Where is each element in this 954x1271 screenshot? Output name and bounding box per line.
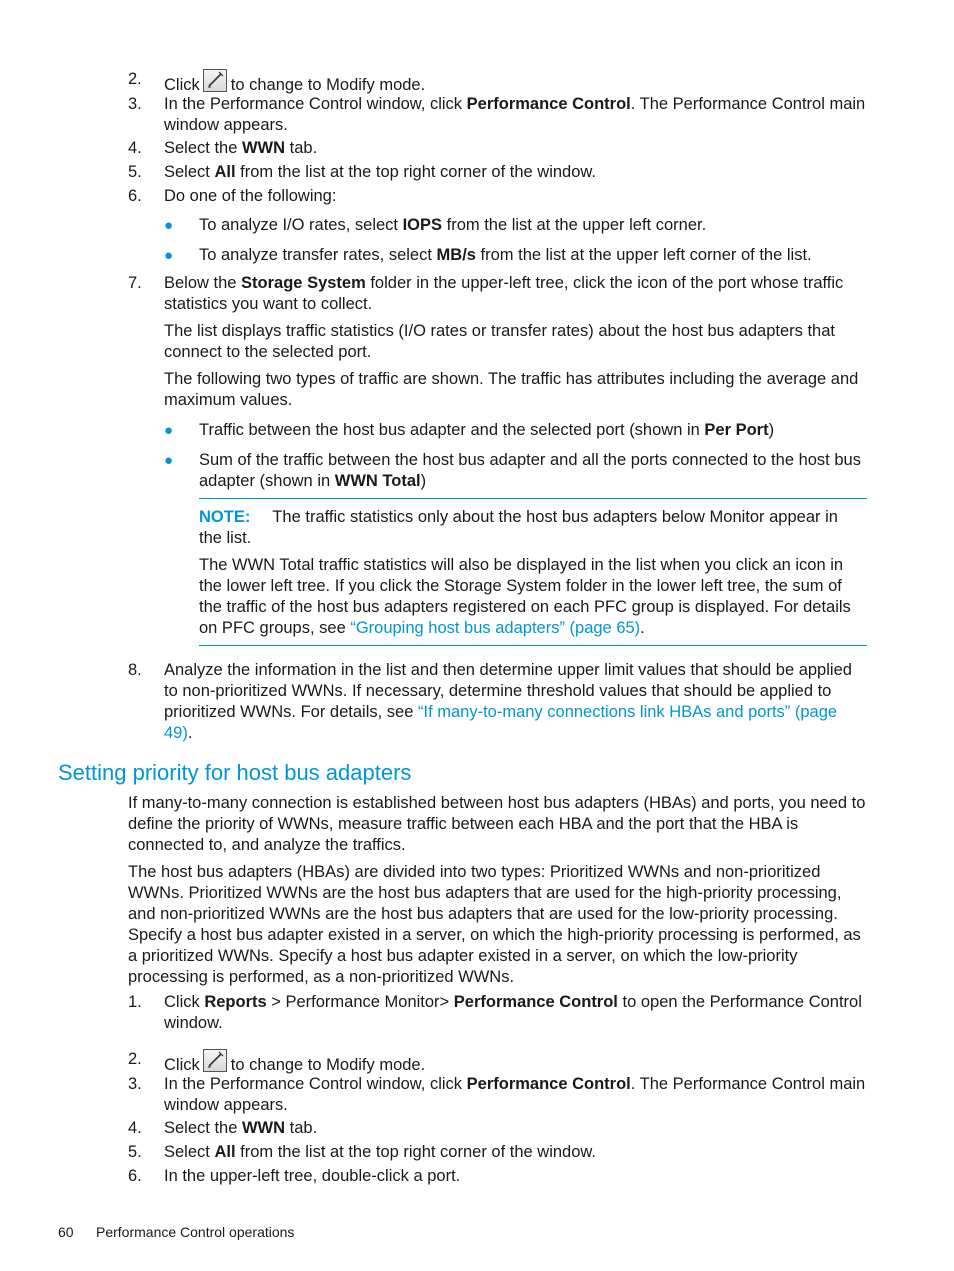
step-text: Analyze the information in the list and then determine upper limit values that should be applied to non-prioritized WWNs. If necessary, determine threshold values that should be applied to prioritized WWNs. For details, see: [164, 661, 852, 721]
step-text: Select the: [164, 139, 242, 157]
step-number: 2.: [128, 70, 142, 88]
note-text: The traffic statistics only about the host bus adapters below Monitor appear in the list.: [199, 508, 838, 547]
modify-mode-pencil-icon: [203, 1049, 227, 1072]
step-text: Click: [164, 76, 200, 94]
section-paragraph-2: The host bus adapters (HBAs) are divided into two types: Prioritized WWNs and non-prioritized WWNs. Prioritized WWNs are the host bus adapters that are used for the high-priority processing, and non-prioritized WWNs are the host bus adapters that are used for the low-priority processing. Specify a host bus adapter existed in a server, on which the high-priority processing is performed, as a prioritized WWNs. Specify a host bus adapter existed in a server, on which the low-priority processing is performed, as a non-prioritized WWNs.: [128, 863, 861, 986]
step-text-end: to open the Performance Control window.: [164, 993, 862, 1032]
step-text-end: . The Performance Control main window appears.: [164, 95, 866, 134]
step-number: 6.: [128, 1167, 142, 1185]
section-paragraph-1: If many-to-many connection is established between host bus adapters (HBAs) and ports, you need to define the priority of WWNs, measure traffic between each HBA and the port that the HBA is connected to, and analyze the traffics.: [128, 794, 866, 854]
ui-term: Performance Control: [453, 993, 618, 1011]
ui-term: Performance Control: [466, 95, 631, 113]
ui-term: All: [214, 163, 236, 181]
grouping-hba-link[interactable]: “Grouping host bus adapters” (page 65): [350, 619, 641, 637]
step-number: 5.: [128, 1143, 142, 1161]
bullet-text-end: from the list at the upper left corner of the list.: [475, 246, 812, 264]
step-text-end: to change to Modify mode.: [230, 1056, 426, 1074]
step-text-end: to change to Modify mode.: [230, 76, 426, 94]
step-text: In the Performance Control window, click: [164, 1075, 467, 1093]
ui-term: IOPS: [402, 216, 443, 234]
step-text-end: . The Performance Control main window appears.: [164, 1075, 866, 1114]
ui-term: WWN: [241, 1119, 286, 1137]
step-text: In the Performance Control window, click: [164, 95, 467, 113]
ui-term: All: [214, 1143, 236, 1161]
bullet-text: Sum of the traffic between the host bus adapter and all the ports connected to the host bus adapter (shown in: [199, 451, 861, 490]
bullet-text-end: ): [420, 472, 427, 490]
note-text-2: The WWN Total traffic statistics will also be displayed in the list when you click an icon in the lower left tree. If you click the Storage System folder in the lower left tree, the sum of the traffic of the host bus adapters registered on each PFC group is displayed. For details on PFC groups, see: [199, 556, 851, 637]
step-number: 5.: [128, 163, 142, 181]
page-number: 60: [58, 1224, 74, 1240]
bullet-icon: ●: [164, 452, 174, 469]
step-number: 8.: [128, 661, 142, 679]
bullet-text: Traffic between the host bus adapter and the selected port (shown in: [199, 421, 705, 439]
ui-term: Reports: [204, 993, 267, 1011]
modify-mode-pencil-icon: [203, 69, 227, 92]
note-box: [199, 498, 867, 646]
note-first-paragraph: [199, 507, 863, 549]
step-number: 6.: [128, 187, 142, 205]
bullet-icon: ●: [164, 422, 174, 439]
step-text-end: tab.: [285, 1119, 318, 1137]
step-text: In the upper-left tree, double-click a port.: [164, 1167, 461, 1185]
step-text-end: .: [187, 724, 193, 742]
note-text-end: .: [640, 619, 645, 637]
ui-term: WWN Total: [334, 472, 421, 490]
step-text: Select: [164, 1143, 215, 1161]
step-text-end: from the list at the top right corner of the window.: [235, 1143, 596, 1161]
step-7-paragraph-1: The list displays traffic statistics (I/O rates or transfer rates) about the host bus adapters that connect to the selected port.: [164, 322, 835, 361]
step-number: 3.: [128, 95, 142, 113]
step-text: Do one of the following:: [164, 187, 337, 205]
ui-term: Performance Control: [466, 1075, 631, 1093]
step-text-end: tab.: [285, 139, 318, 157]
step-number: 7.: [128, 274, 142, 292]
step-7-paragraph-2: The following two types of traffic are shown. The traffic has attributes including the average and maximum values.: [164, 370, 859, 409]
step-text: Select: [164, 163, 215, 181]
step-text-end: from the list at the top right corner of the window.: [235, 163, 596, 181]
bullet-icon: ●: [164, 217, 174, 234]
step-text: Select the: [164, 1119, 242, 1137]
bullet-icon: ●: [164, 247, 174, 264]
step-text: Below the: [164, 274, 242, 292]
bullet-text: To analyze I/O rates, select: [199, 216, 403, 234]
ui-term: WWN: [241, 139, 286, 157]
bullet-text-end: ): [768, 421, 775, 439]
many-to-many-link[interactable]: “If many-to-many connections link HBAs and ports” (page 49): [164, 703, 838, 742]
footer-title: Performance Control operations: [96, 1224, 295, 1240]
step-text-end: folder in the upper-left tree, click the icon of the port whose traffic statistics you want to collect.: [164, 274, 844, 313]
note-second-paragraph: [199, 555, 863, 639]
step-number: 4.: [128, 139, 142, 157]
ui-term: Per Port: [704, 421, 769, 439]
step-number: 2.: [128, 1050, 142, 1068]
bullet-text: To analyze transfer rates, select: [199, 246, 437, 264]
ui-term: MB/s: [436, 246, 476, 264]
ui-term: Storage System: [241, 274, 366, 292]
step-number: 3.: [128, 1075, 142, 1093]
step-number: 4.: [128, 1119, 142, 1137]
section-heading: Setting priority for host bus adapters: [58, 760, 412, 785]
note-label: NOTE:: [199, 508, 251, 526]
step-text: Click: [164, 993, 205, 1011]
step-number: 1.: [128, 993, 142, 1011]
bullet-text-end: from the list at the upper left corner.: [442, 216, 707, 234]
step-text-mid: > Performance Monitor>: [266, 993, 454, 1011]
step-text: Click: [164, 1056, 200, 1074]
